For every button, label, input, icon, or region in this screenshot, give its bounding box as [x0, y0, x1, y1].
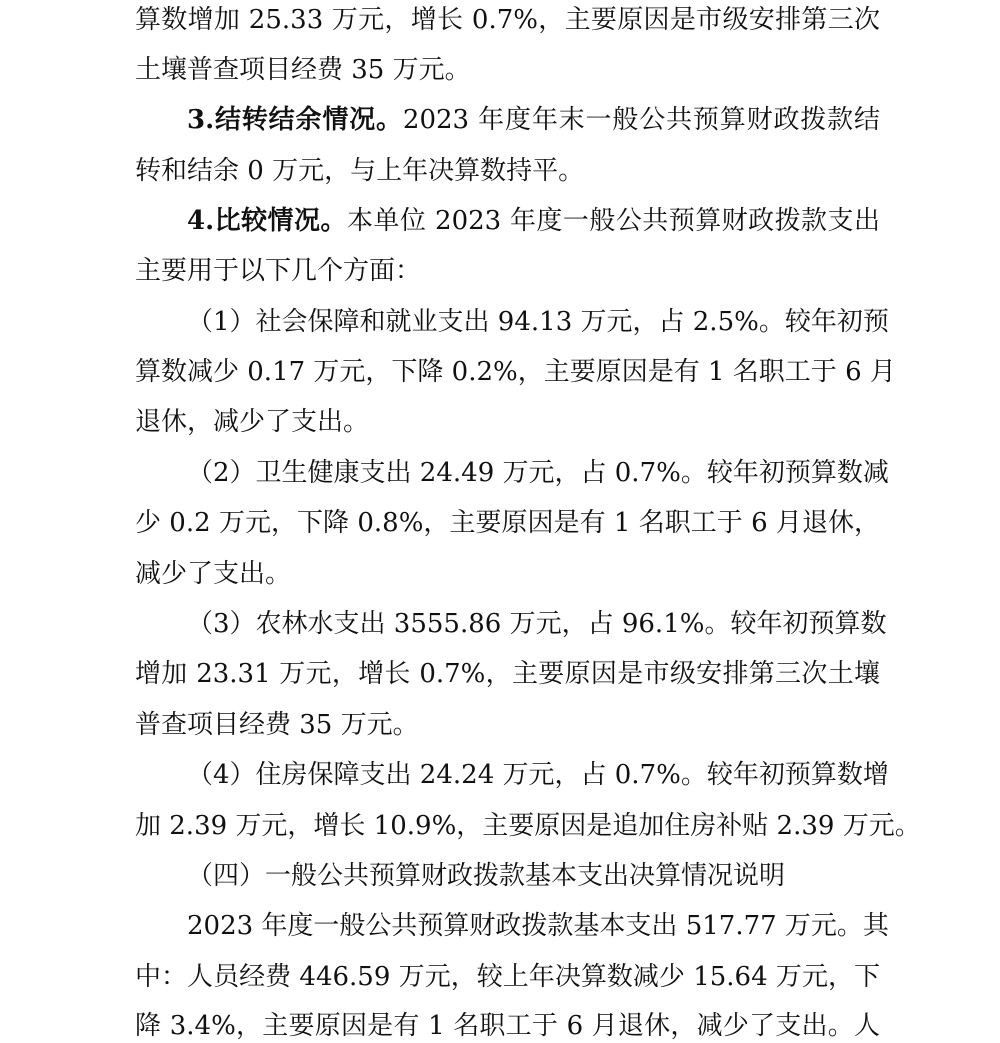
paragraph-line: 少 0.2 万元，下降 0.8%，主要原因是有 1 名职工于 6 月退休，	[135, 508, 880, 538]
paragraph-line: （2）卫生健康支出 24.49 万元，占 0.7%。较年初预算数减	[187, 458, 889, 488]
paragraph-line: 土壤普查项目经费 35 万元。	[135, 55, 471, 85]
paragraph-line: （1）社会保障和就业支出 94.13 万元，占 2.5%。较年初预	[187, 307, 889, 337]
paragraph-line: 算数增加 25.33 万元，增长 0.7%，主要原因是市级安排第三次	[135, 5, 880, 35]
paragraph-line: （3）农林水支出 3555.86 万元，占 96.1%。较年初预算数	[187, 609, 887, 639]
paragraph-line: 算数减少 0.17 万元，下降 0.2%，主要原因是有 1 名职工于 6 月	[135, 357, 896, 387]
paragraph-line: 加 2.39 万元，增长 10.9%，主要原因是追加住房补贴 2.39 万元。	[135, 811, 921, 841]
paragraph-line: 退休，减少了支出。	[135, 407, 370, 437]
paragraph-line: （4）住房保障支出 24.24 万元，占 0.7%。较年初预算数增	[187, 760, 889, 790]
paragraph-line: 2023 年度一般公共预算财政拨款基本支出 517.77 万元。其	[187, 911, 889, 941]
paragraph-line	[187, 204, 880, 238]
section-heading: 4.比较情况。	[187, 206, 347, 236]
paragraph-line: 降 3.4%，主要原因是有 1 名职工于 6 月退休，减少了支出。人	[135, 1011, 880, 1041]
paragraph-line: 中：人员经费 446.59 万元，较上年决算数减少 15.64 万元，下	[135, 962, 880, 992]
paragraph-line: 增加 23.31 万元，增长 0.7%，主要原因是市级安排第三次土壤	[135, 659, 880, 689]
section-heading: 3.结转结余情况。	[187, 105, 403, 135]
paragraph-line: 主要用于以下几个方面：	[135, 256, 422, 286]
paragraph-line: 转和结余 0 万元，与上年决算数持平。	[135, 156, 585, 186]
paragraph-line: 减少了支出。	[135, 559, 292, 589]
section-title: （四）一般公共预算财政拨款基本支出决算情况说明	[187, 861, 786, 891]
paragraph-line	[187, 103, 880, 137]
paragraph-text: 2023 年度年末一般公共预算财政拨款结	[402, 105, 880, 135]
paragraph-line: 普查项目经费 35 万元。	[135, 710, 419, 740]
paragraph-text: 本单位 2023 年度一般公共预算财政拨款支出	[346, 206, 880, 236]
